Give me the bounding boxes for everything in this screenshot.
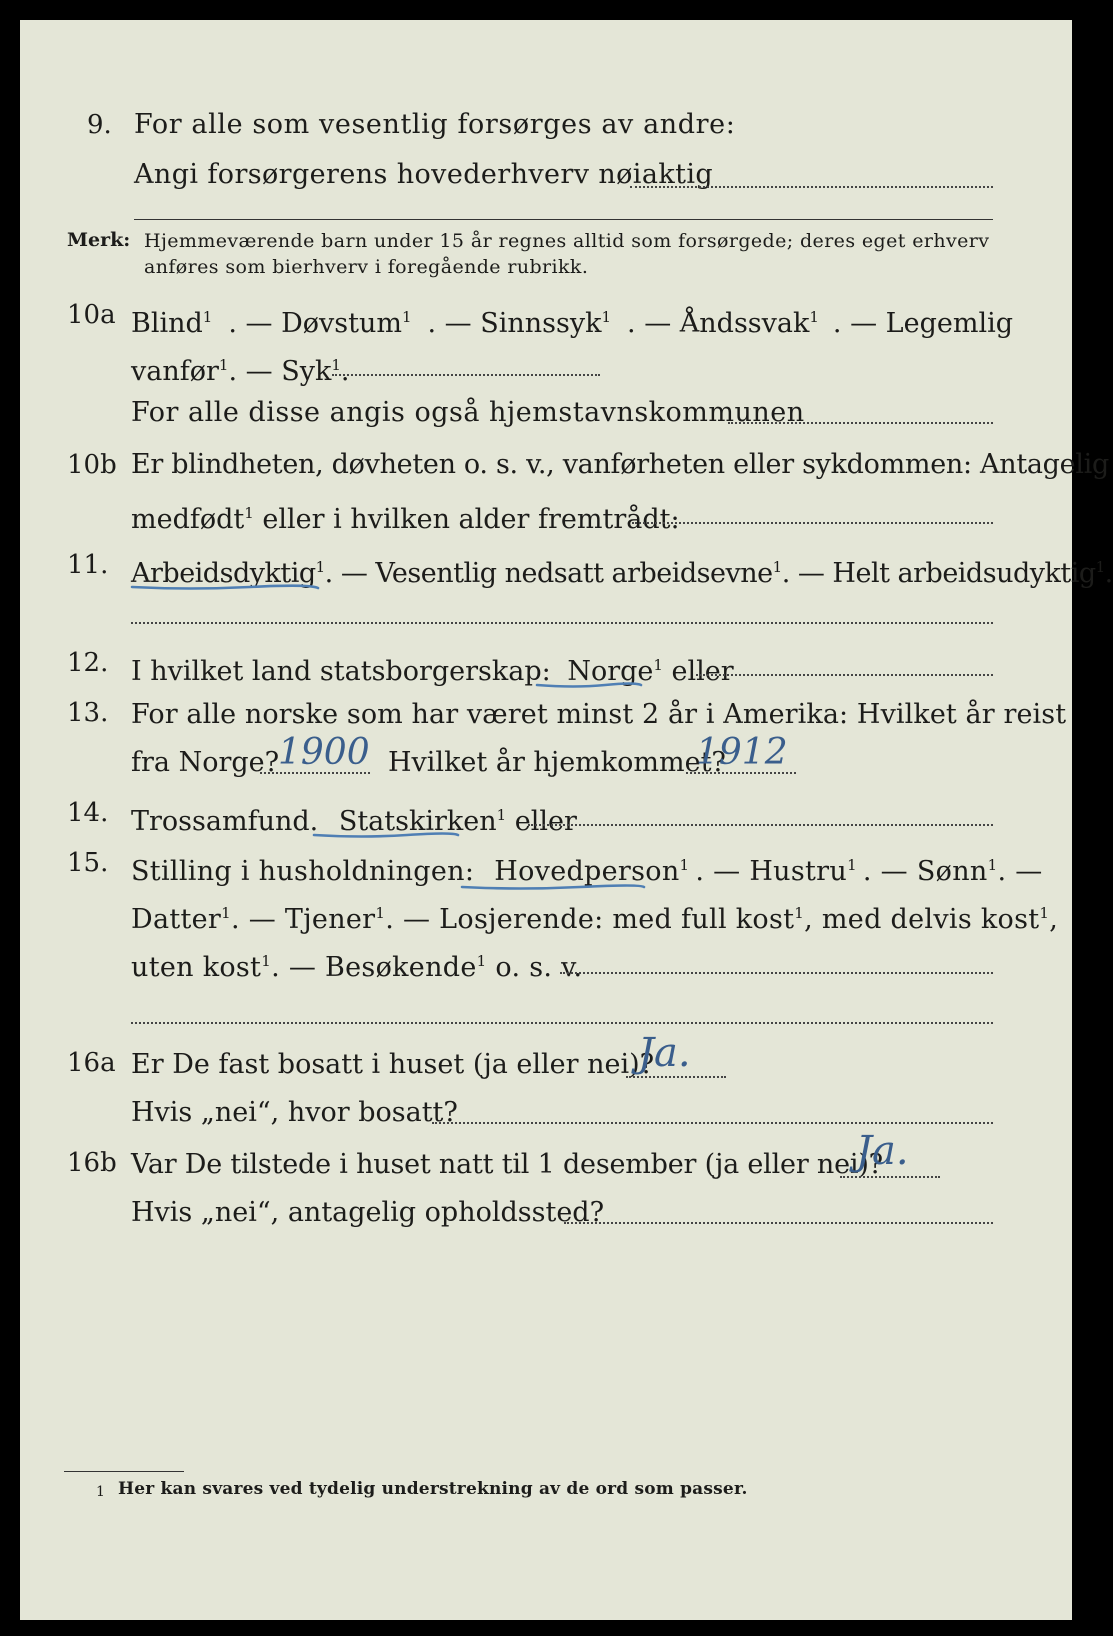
q14-number: 14. — [67, 798, 109, 828]
q15-line2: Datter$^1$. — Tjener$^1$. — Losjerende: med full kost$^1$, med delvis kost$^1$, — [131, 904, 1059, 935]
q16a-answer-handwritten: Ja. — [638, 1030, 691, 1076]
q9-separator — [134, 219, 993, 220]
q16a-bosatt-line[interactable] — [432, 1122, 993, 1124]
q10a-line1: Blind$^1$ . — Døvstum$^1$ . — Sinnssyk$^1$ . — Åndssvak$^1$ . — Legemlig — [131, 308, 1013, 339]
q11-answer-line[interactable] — [131, 622, 993, 624]
q16b-number: 16b — [67, 1148, 117, 1178]
statskirken-underline — [312, 830, 462, 838]
q10b-number: 10b — [67, 450, 117, 480]
q13-number: 13. — [67, 698, 109, 728]
option-dovstum[interactable]: . — Døvstum — [228, 308, 402, 339]
option-delvis-kost[interactable]: , med delvis kost — [804, 904, 1040, 935]
q14-line1: Trossamfund. Statskirken$^1$ eller — [131, 806, 577, 837]
option-syk[interactable]: . — Syk — [228, 356, 332, 387]
option-datter[interactable]: Datter — [131, 904, 222, 935]
q16b-line1: Var De tilstede i huset natt til 1 desember (ja eller nei)? — [131, 1149, 883, 1180]
q13-line2a: fra Norge? — [131, 747, 280, 778]
q9-answer-line[interactable] — [630, 186, 993, 188]
q15-number: 15. — [67, 848, 109, 878]
q13-left-year-handwritten: 1900 — [278, 732, 370, 773]
q15-line1: Stilling i husholdningen: Hovedperson$^1$ . — Hustru$^1$ . — Sønn$^1$. — — [131, 856, 1043, 887]
q9-line1: For alle som vesentlig forsørges av andre: — [134, 109, 736, 140]
footnote-mark: 1 — [96, 1484, 105, 1500]
q10b-line2: medfødt$^1$ eller i hvilken alder fremtrådt: — [131, 504, 680, 535]
option-statskirken[interactable]: Statskirken — [338, 806, 497, 837]
q10b-answer-line[interactable] — [632, 522, 993, 524]
q15-line3: uten kost$^1$. — Besøkende$^1$ o. s. v. — [131, 952, 583, 983]
footnote-text: Her kan svares ved tydelig understrekning av de ord som passer. — [118, 1479, 748, 1499]
option-arbeidsdyktig[interactable]: Arbeidsdyktig — [131, 558, 316, 589]
census-form-page — [20, 20, 1113, 1620]
q13-line2b: Hvilket år hjemkommet? — [388, 747, 726, 778]
option-losjerende[interactable]: . — Losjerende: med full kost — [385, 904, 795, 935]
option-medfodt[interactable]: medfødt — [131, 504, 245, 535]
footnote-rule — [64, 1471, 184, 1472]
option-sonn[interactable]: . — Sønn — [862, 856, 988, 887]
q11-number: 11. — [67, 550, 109, 580]
option-tjener[interactable]: . — Tjener — [230, 904, 376, 935]
q10a-line2: vanfør$^1$. — Syk$^1$. — [131, 356, 350, 387]
q11-line1: Arbeidsdyktig$^1$. — Vesentlig nedsatt arbeidsevne$^1$. — Helt arbeidsudyktig$^1$. — [131, 558, 1113, 589]
hovedperson-underline — [460, 882, 648, 890]
q16a-number: 16a — [67, 1048, 116, 1078]
q12-answer-line[interactable] — [696, 674, 993, 676]
option-uten-kost[interactable]: uten kost — [131, 952, 262, 983]
q14-answer-line[interactable] — [528, 824, 993, 826]
option-vanfor[interactable]: vanfør — [131, 356, 219, 387]
q16b-answer-handwritten: Ja. — [856, 1128, 909, 1174]
q16b-opholdssted-line[interactable] — [564, 1222, 993, 1224]
q10b-line1: Er blindheten, døvheten o. s. v., vanførheten eller sykdommen: Antagelig — [131, 449, 1109, 480]
option-hustru[interactable]: . — Hustru — [695, 856, 848, 887]
q12-number: 12. — [67, 648, 109, 678]
merk-line2: anføres som bierhverv i foregående rubrikk. — [144, 256, 589, 278]
q10a-hjemstavn-line[interactable] — [728, 422, 993, 424]
option-sinnssyk[interactable]: . — Sinnssyk — [427, 308, 602, 339]
option-besokende[interactable]: . — Besøkende — [271, 952, 477, 983]
q13-line1: For alle norske som har været minst 2 år i Amerika: Hvilket år reist — [131, 699, 1067, 730]
option-legemlig[interactable]: . — Legemlig — [832, 308, 1013, 339]
norge-underline — [535, 680, 645, 688]
q10a-line3: For alle disse angis også hjemstavnskommunen — [131, 397, 805, 428]
q16a-line1: Er De fast bosatt i huset (ja eller nei)? — [131, 1049, 655, 1080]
q12-line1: I hvilket land statsborgerskap: Norge$^1$ eller — [131, 656, 734, 687]
q9-line2: Angi forsørgerens hovederhverv nøiaktig — [134, 159, 714, 190]
q16a-line2: Hvis „nei“, hvor bosatt? — [131, 1097, 458, 1128]
q15-answer-line[interactable] — [560, 972, 993, 974]
option-udyktig[interactable]: . — Helt arbeidsudyktig — [781, 558, 1096, 589]
option-nedsatt[interactable]: . — Vesentlig nedsatt arbeidsevne — [324, 558, 773, 589]
merk-label: Merk: — [67, 229, 131, 251]
q13-returned-year-handwritten: 1912 — [696, 732, 788, 773]
option-hovedperson[interactable]: Hovedperson — [494, 856, 680, 887]
q16b-answer-line[interactable] — [840, 1176, 940, 1178]
option-andssvak[interactable]: . — Åndssvak — [627, 308, 810, 339]
q16b-line2: Hvis „nei“, antagelig opholdssted? — [131, 1197, 605, 1228]
q15-extra-line[interactable] — [131, 1022, 993, 1024]
option-blind[interactable]: Blind — [131, 308, 203, 339]
q10a-number: 10a — [67, 300, 116, 330]
q9-number: 9. — [87, 110, 112, 140]
merk-line1: Hjemmeværende barn under 15 år regnes alltid som forsørgede; deres eget erhverv — [144, 230, 990, 252]
arbeidsdyktig-underline — [130, 582, 322, 590]
q10a-syk-line[interactable] — [332, 374, 600, 376]
q16a-answer-line[interactable] — [626, 1076, 726, 1078]
option-norge[interactable]: Norge — [567, 656, 654, 687]
